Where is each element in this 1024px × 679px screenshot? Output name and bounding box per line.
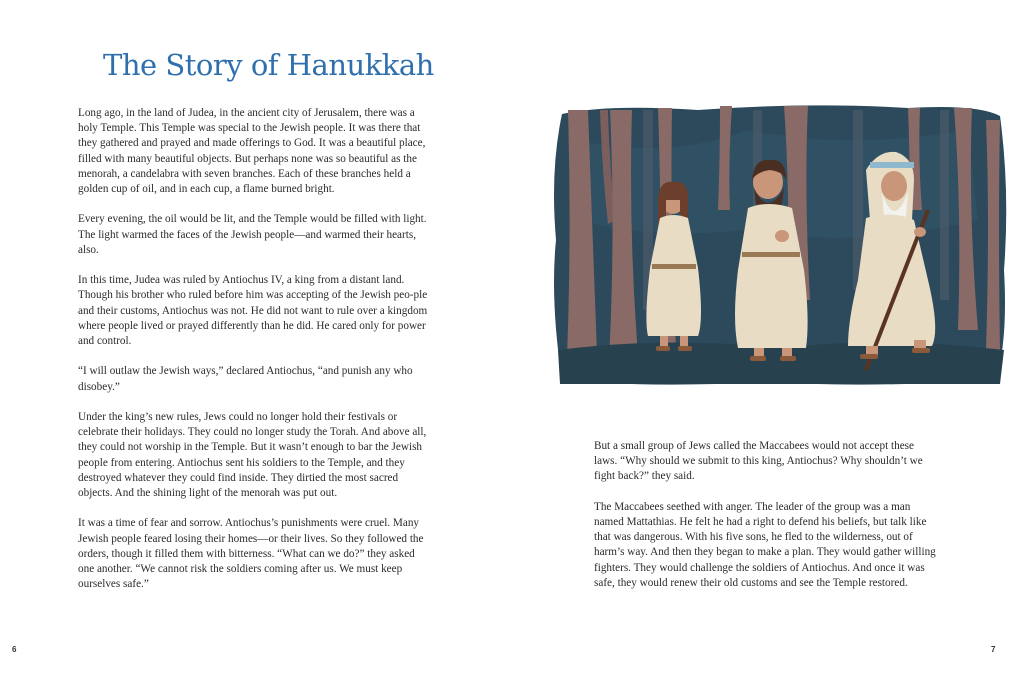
- forest-figures-image: [548, 100, 1010, 388]
- page-number-right: 7: [991, 645, 996, 654]
- paragraph: In this time, Judea was ruled by Antiochus IV, a king from a distant land. Though his brother who ruled before him was accepting of the Jewish peo-ple and their customs, Antiochus was not. He did not want to rule over a kingdom where people lived or prayed differently than he did. He cared only for power and control.: [78, 274, 428, 348]
- paragraph: Long ago, in the land of Judea, in the ancient city of Jerusalem, there was a holy Temple. This Temple was special to the Jewish people. It was there that they gathered and prayed and made offerings to God. It was a beautiful place, filled with many beautiful objects. But perhaps none was so beautiful as the menorah, a candelabra with seven branches. Each of these branches held a golden cup of oil, and in each cup, a flame burned bright.: [78, 107, 426, 196]
- paragraph: “I will outlaw the Jewish ways,” declared Antiochus, “and punish any who disobey.”: [78, 365, 413, 393]
- paragraph: The Maccabees seethed with anger. The leader of the group was a man named Mattathias. He felt he had a right to defend his beliefs, but talk like that was dangerous. With his five sons, he fled to the wilderness, out of harm’s way. And then they began to make a plan. They would gather willing fighters. They would challenge the soldiers of Antiochus. And once it was safe, they would renew their old customs and see the Temple restored.: [594, 500, 936, 589]
- page-title: The Story of Hanukkah: [103, 48, 434, 82]
- page-number-left: 6: [12, 645, 17, 654]
- paragraph: It was a time of fear and sorrow. Antiochus’s punishments were cruel. Many Jewish people feared losing their homes—or their lives. So they followed the orders, though it filled them with bitterness. “What can we do?” they asked one another. “We cannot risk the soldiers coming after us. We must keep ourselves safe.”: [78, 517, 424, 591]
- left-text-column: [78, 106, 430, 608]
- paragraph: Under the king’s new rules, Jews could no longer hold their festivals or celebrate their holidays. They could no longer study the Torah. And above all, they could not worship in the Temple. But it wasn’t enough to bar the Jewish people from entering. Antiochus sent his soldiers to the Temple, and they destroyed whatever they could find inside. They dirtied the most sacred objects. And the shining light of the menorah was put out.: [78, 411, 427, 500]
- paragraph: But a small group of Jews called the Maccabees would not accept these laws. “Why should we submit to this king, Antiochus? Why shouldn’t we fight back?” they said.: [594, 440, 923, 483]
- right-text-column: [594, 439, 940, 606]
- paragraph: Every evening, the oil would be lit, and the Temple would be filled with light. The light warmed the faces of the Jewish people—and warmed their hearts, also.: [78, 213, 427, 256]
- forest-illustration: [548, 100, 1010, 388]
